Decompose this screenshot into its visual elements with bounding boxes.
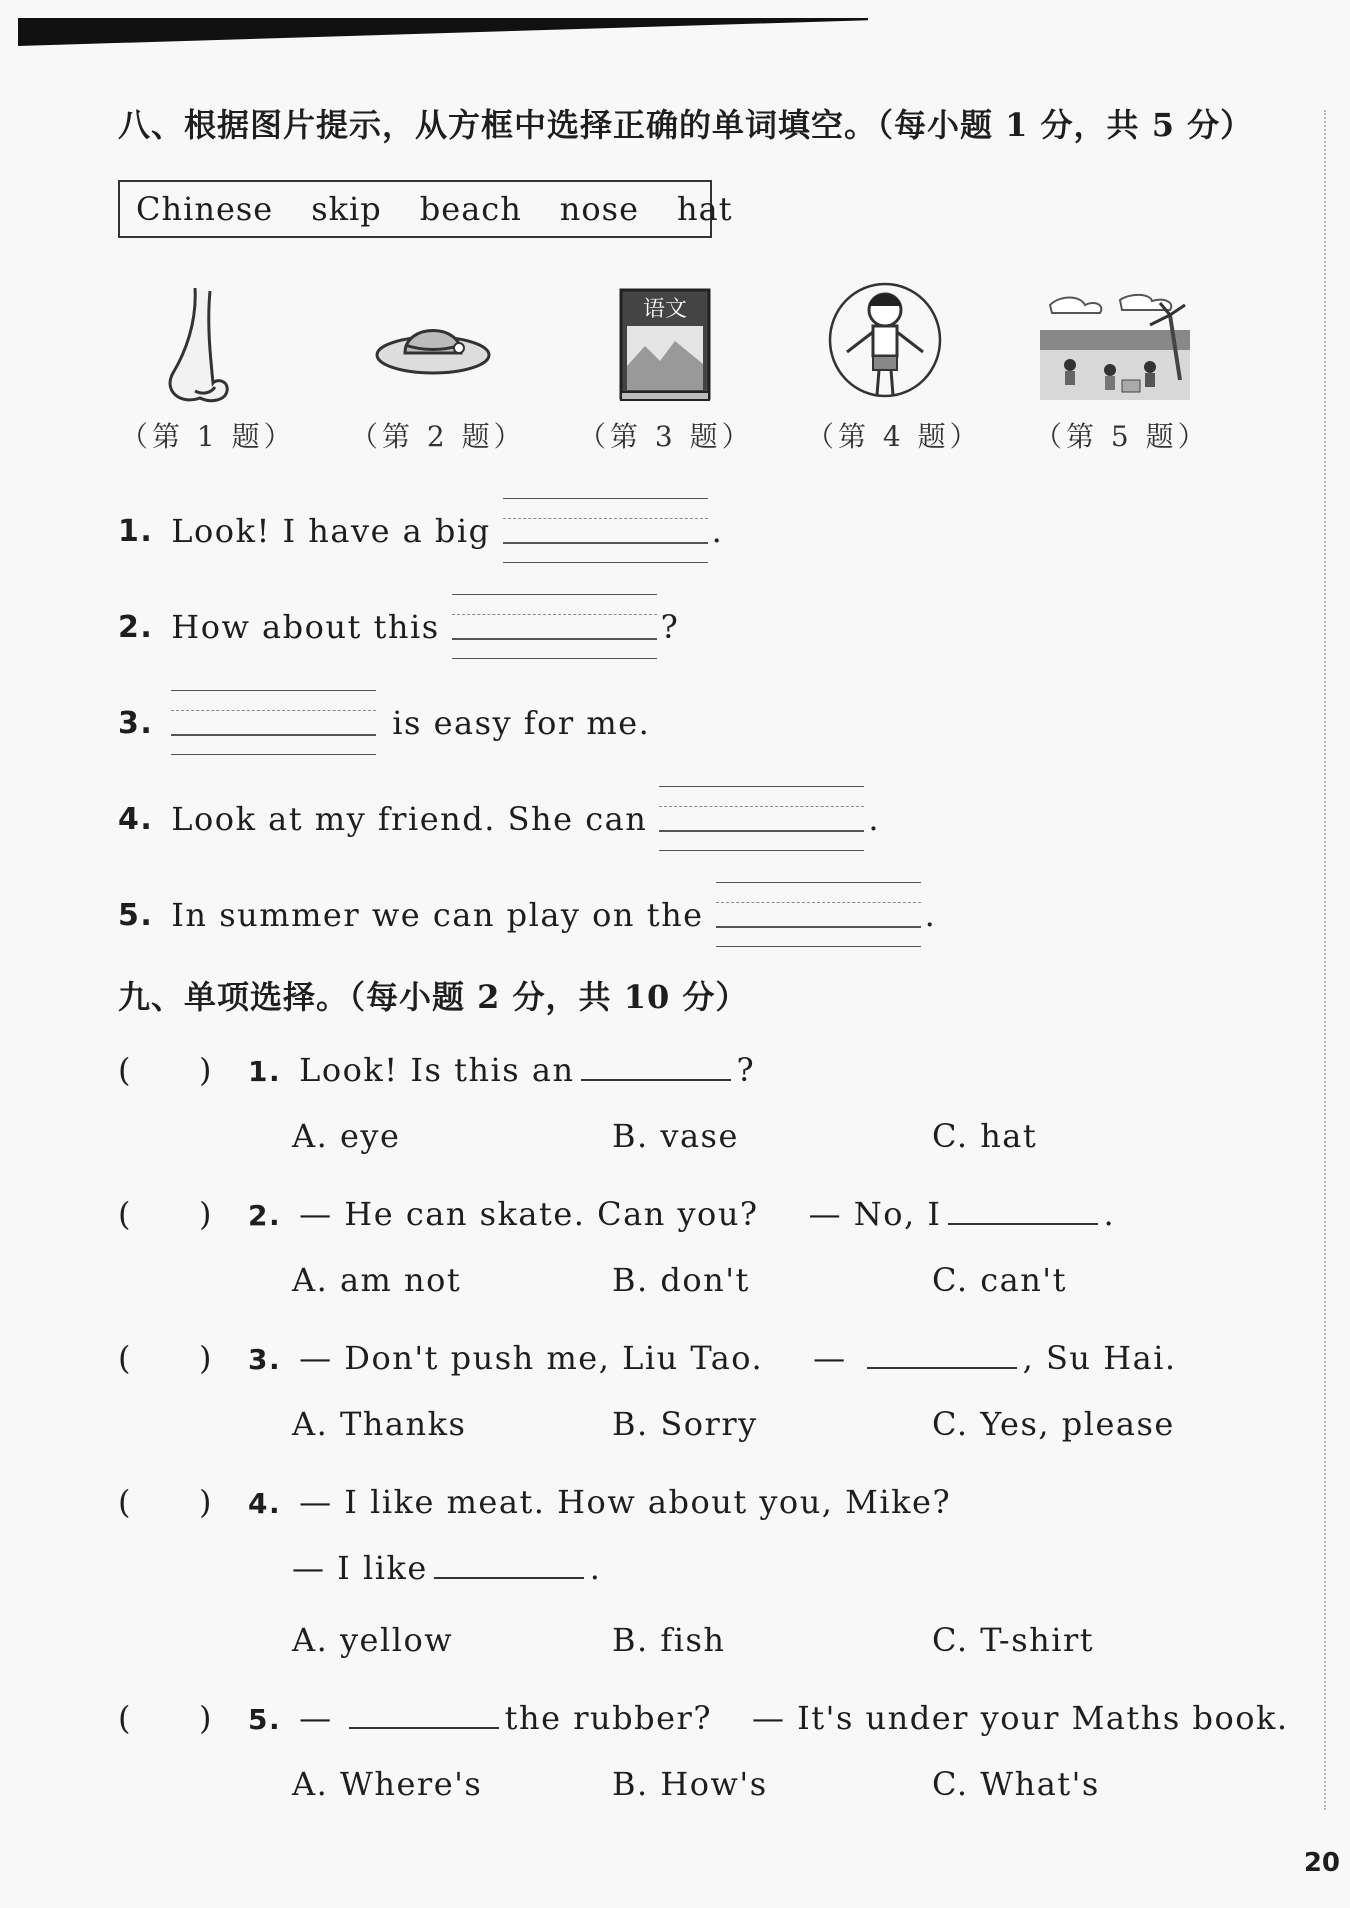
option-b[interactable]: B. fish <box>612 1621 726 1659</box>
mc-question-5: ( ) 5. — the rubber? — It's under your Maths book. <box>118 1693 1289 1739</box>
option-c[interactable]: C. hat <box>932 1117 1038 1155</box>
question-blank <box>349 1699 499 1729</box>
answer-blank-2[interactable] <box>452 588 657 666</box>
mc-options-4 <box>292 1621 1252 1659</box>
caption-3: （第 3 题） <box>578 420 754 453</box>
chinese-book-picture <box>600 280 730 410</box>
option-a[interactable]: A. yellow <box>292 1621 454 1659</box>
fill-item-3: 3. is easy for me. <box>118 684 650 762</box>
mc-options-5 <box>292 1765 1252 1803</box>
section8-title: 八、根据图片提示，从方框中选择正确的单词填空。（每小题 1 分，共 5 分） <box>118 106 1254 144</box>
question-blank <box>581 1051 731 1081</box>
mc-options-2 <box>292 1261 1252 1299</box>
caption-2: （第 2 题） <box>350 420 526 453</box>
option-c[interactable]: C. can't <box>932 1261 1067 1299</box>
word-option: beach <box>419 190 522 228</box>
caption-1: （第 1 题） <box>120 420 296 453</box>
fill-item-4: 4. Look at my friend. She can . <box>118 780 880 858</box>
option-a[interactable]: A. eye <box>292 1117 401 1155</box>
option-a[interactable]: A. Thanks <box>292 1405 467 1443</box>
option-b[interactable]: B. vase <box>612 1117 739 1155</box>
fill-item-1: 1. Look! I have a big . <box>118 492 723 570</box>
word-option: skip <box>311 190 382 228</box>
mc-question-1: ( ) 1. Look! Is this an ? <box>118 1045 755 1091</box>
word-option: nose <box>559 190 640 228</box>
fill-item-5: 5. In summer we can play on the . <box>118 876 936 954</box>
top-black-bar <box>18 18 868 46</box>
question-blank <box>948 1195 1098 1225</box>
answer-blank-1[interactable] <box>503 492 708 570</box>
margin-dotted-line <box>1324 110 1326 1810</box>
nose-picture <box>140 280 270 410</box>
mc-options-3 <box>292 1405 1252 1443</box>
answer-paren-4[interactable]: ( ) <box>118 1483 213 1521</box>
skipping-girl-picture <box>820 280 950 410</box>
answer-paren-2[interactable]: ( ) <box>118 1195 213 1233</box>
option-a[interactable]: A. Where's <box>292 1765 483 1803</box>
question-blank <box>867 1339 1017 1369</box>
mc-options-1 <box>292 1117 1252 1155</box>
word-option: hat <box>677 190 733 228</box>
beach-picture <box>1040 280 1190 410</box>
mc-question-2: ( ) 2. — He can skate. Can you? — No, I . <box>118 1189 1115 1235</box>
page-number: 20 <box>1303 1848 1340 1878</box>
option-a[interactable]: A. am not <box>292 1261 462 1299</box>
mc-question-4-reply: — I like . <box>292 1549 602 1587</box>
section9-title: 九、单项选择。（每小题 2 分，共 10 分） <box>118 978 749 1016</box>
book-title-label: 语文 <box>642 297 688 322</box>
option-c[interactable]: C. Yes, please <box>932 1405 1175 1443</box>
mc-question-4: ( ) 4. — I like meat. How about you, Mike? <box>118 1477 951 1523</box>
answer-blank-4[interactable] <box>659 780 864 858</box>
question-blank <box>434 1549 584 1579</box>
answer-paren-3[interactable]: ( ) <box>118 1339 213 1377</box>
mc-question-3: ( ) 3. — Don't push me, Liu Tao. — , Su Hai. <box>118 1333 1177 1379</box>
option-b[interactable]: B. don't <box>612 1261 750 1299</box>
word-option: Chinese <box>136 190 274 228</box>
caption-4: （第 4 题） <box>806 420 982 453</box>
answer-blank-5[interactable] <box>716 876 921 954</box>
answer-paren-1[interactable]: ( ) <box>118 1051 213 1089</box>
option-c[interactable]: C. What's <box>932 1765 1100 1803</box>
option-b[interactable]: B. Sorry <box>612 1405 758 1443</box>
caption-5: （第 5 题） <box>1034 420 1210 453</box>
option-b[interactable]: B. How's <box>612 1765 768 1803</box>
answer-blank-3[interactable] <box>171 684 376 762</box>
option-c[interactable]: C. T-shirt <box>932 1621 1095 1659</box>
fill-item-2: 2. How about this ? <box>118 588 679 666</box>
word-box <box>118 180 733 238</box>
answer-paren-5[interactable]: ( ) <box>118 1699 213 1737</box>
hat-picture <box>368 280 498 410</box>
